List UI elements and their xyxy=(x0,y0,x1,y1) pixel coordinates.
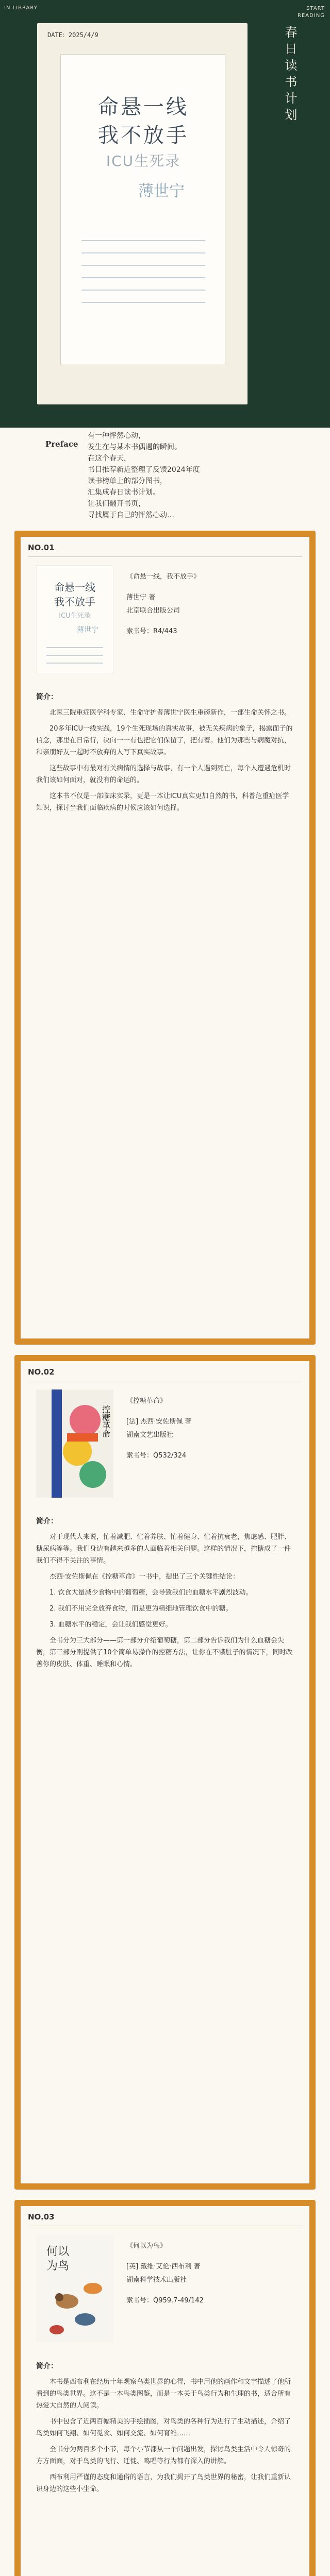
svg-text:我不放手: 我不放手 xyxy=(54,596,95,608)
preface-label: Preface xyxy=(45,439,78,449)
svg-text:何以: 何以 xyxy=(46,2245,70,2258)
book-card-2 xyxy=(14,1355,316,2190)
preface-line: 发生在与某本书偶遇的瞬间。 xyxy=(88,443,182,451)
cover-title-line-1: 命悬一线 xyxy=(98,95,189,119)
preface-text xyxy=(88,430,304,521)
intro-label: 简介： xyxy=(36,1517,58,1526)
book-cover-image xyxy=(36,565,113,673)
svg-text:控糖革命: 控糖革命 xyxy=(101,1405,111,1438)
start-reading-label xyxy=(298,5,325,20)
book-publisher: 湖南科学技术出版社 xyxy=(126,2276,187,2284)
side-title: 春日读书计划 xyxy=(283,26,297,125)
intro-paragraph: 本书是西布利在经历十年观察鸟类世界的心得，书中用他的画作和文字描述了他所看到的鸟类世界。这不是一本鸟类图鉴，而是一本关于鸟类行为和生理的书，适合所有热爱大自然的人阅读。 xyxy=(36,2378,291,2410)
book-meta xyxy=(126,2240,296,2308)
book-author: [英] 戴维·艾伦·西布利 著 xyxy=(126,2263,201,2270)
intro-paragraph: 3. 血糖水平的稳定，会让我们感觉更好。 xyxy=(50,1621,172,1629)
preface-line: 有一种怦然心动， xyxy=(88,432,145,440)
intro-paragraph: 杰西·安佐斯佩在《控糖革命》一书中，提出了三个关键性结论： xyxy=(50,1573,240,1581)
book-author: [法] 杰西·安佐斯佩 著 xyxy=(126,1418,192,1426)
preface-line: 读书榜单上的部分图书， xyxy=(88,477,167,485)
cover-title-line-2: 我不放手 xyxy=(98,124,189,147)
intro-text xyxy=(36,2376,294,2499)
intro-paragraph: 这些故事中有最对有关病情的选择与故事，有一个人遇到死亡，每个人遭遇危机时我们该如何面对，就没有的命运的。 xyxy=(36,765,291,784)
book-cover-image xyxy=(36,1389,113,1498)
preface-line: 让我们翻开书页， xyxy=(88,500,145,508)
intro-paragraph: 这本书不仅是一部临床实录，更是一本让ICU真实更加自然的书，科普危重症医学知识，探讨当我们面临疾病的时候应该如何选择。 xyxy=(36,792,289,812)
book-title: 《何以为鸟》 xyxy=(126,2242,167,2250)
book-callno: 索书号：R4/443 xyxy=(126,628,177,635)
intro-paragraph: 全书分为两百多个小节，每个小节都从一个问题出发，探讨鸟类生活中令人惊奇的方方面面，对于鸟类的飞行、迁徙、鸣唱等行为都有深入的讲解。 xyxy=(36,2446,291,2465)
book-number: NO.03 xyxy=(28,2212,55,2222)
book-title: 《命悬一线，我不放手》 xyxy=(126,573,201,581)
intro-paragraph: 1. 饮食大量减少食物中的葡萄糖，会导致我们的血糖水平剧烈波动。 xyxy=(50,1589,253,1597)
preface-line: 汇集成春日读书计划。 xyxy=(88,488,160,497)
preface-line: 在这个春天， xyxy=(88,454,131,463)
svg-text:薄世宁: 薄世宁 xyxy=(77,626,98,634)
svg-text:ICU生死录: ICU生死录 xyxy=(59,612,91,620)
intro-text xyxy=(36,1531,294,1674)
book-number: NO.02 xyxy=(28,1367,55,1377)
intro-paragraph: 北医三院重症医学科专家、生命守护者薄世宁医生重磅新作，一部生命关怀之书。 xyxy=(50,709,291,717)
intro-paragraph: 2. 我们不用完全放弃食物，而是更为精细地管理饮食中的糖。 xyxy=(50,1605,233,1613)
featured-cover-card xyxy=(37,23,248,404)
intro-paragraph: 20多年ICU一线实践，19个生死现场的真实故事，被无关疾病的象子，揭露面子的信念，那里在日常行，决向一一有也把它们保留了，把有着。他们为那些与病魔对抗，和亲朋好友一起时不放弃的人写下真实故事。 xyxy=(36,725,293,756)
cover-subtitle: ICU生死录 xyxy=(106,152,181,170)
book-callno: 索书号：Q532/324 xyxy=(126,1452,187,1460)
intro-paragraph: 书中包含了近两百幅精美的手绘插图，对鸟类的各种行为进行了生动描述，介绍了鸟类如何飞翔、如何觅食、如何交流、如何育雏…… xyxy=(36,2418,291,2437)
intro-paragraph: 全书分为三大部分——第一部分介绍葡萄糖，第二部分告诉我们为什么血糖会失衡，第三部分则提供了10个简单易操作的控糖方法，让你在不饿肚子的情况下，同时改善你的皮肤、体重、睡眠和心情。 xyxy=(36,1637,293,1668)
book-card-1 xyxy=(14,531,316,1345)
intro-label: 简介： xyxy=(36,693,58,701)
book-cover-image xyxy=(36,2234,113,2343)
date-label: DATE：2025/4/9 xyxy=(47,31,98,39)
intro-text xyxy=(36,707,294,818)
book-callno: 索书号：Q959.7-49/142 xyxy=(126,2297,204,2304)
intro-paragraph: 对于现代人来说，忙着减肥、忙着养肤、忙着健身、忙着抗衰老，焦虑感、肥胖、糖尿病等等。我们身边有越来越多的人面临着相关问题。这样的情况下，控糖成了一件我们不得不关注的事情。 xyxy=(36,1533,291,1565)
intro-paragraph: 西布利用严谨的态度和通俗的语言，为我们揭开了鸟类世界的秘密，让我们重新认识身边的这些小生命。 xyxy=(36,2473,291,2493)
book-card-3 xyxy=(14,2200,316,2576)
book-title: 《控糖革命》 xyxy=(126,1397,167,1405)
book-meta xyxy=(126,1395,296,1463)
book-publisher: 湖南文艺出版社 xyxy=(126,1431,174,1439)
svg-text:为鸟: 为鸟 xyxy=(46,2260,70,2273)
preface-line: 书目推荐新近整理了反馈2024年度 xyxy=(88,466,200,474)
featured-book-cover xyxy=(60,54,225,364)
book-publisher: 北京联合出版公司 xyxy=(126,607,180,615)
divider xyxy=(28,556,302,557)
preface-line: 寻找属于自己的怦然心动… xyxy=(88,511,174,519)
header-band xyxy=(0,0,330,428)
book-meta xyxy=(126,570,296,638)
intro-label: 简介： xyxy=(36,2362,58,2370)
svg-text:命悬一线: 命悬一线 xyxy=(54,581,95,594)
cover-decoration xyxy=(81,240,205,333)
book-author: 薄世宁 著 xyxy=(126,594,156,601)
in-library-label: IN LIBRARY xyxy=(4,5,38,11)
cover-author: 薄世宁 xyxy=(138,182,185,200)
start-reading-line-2: READING xyxy=(298,13,325,19)
book-number: NO.01 xyxy=(28,543,55,552)
start-reading-line-1: START xyxy=(306,6,325,11)
